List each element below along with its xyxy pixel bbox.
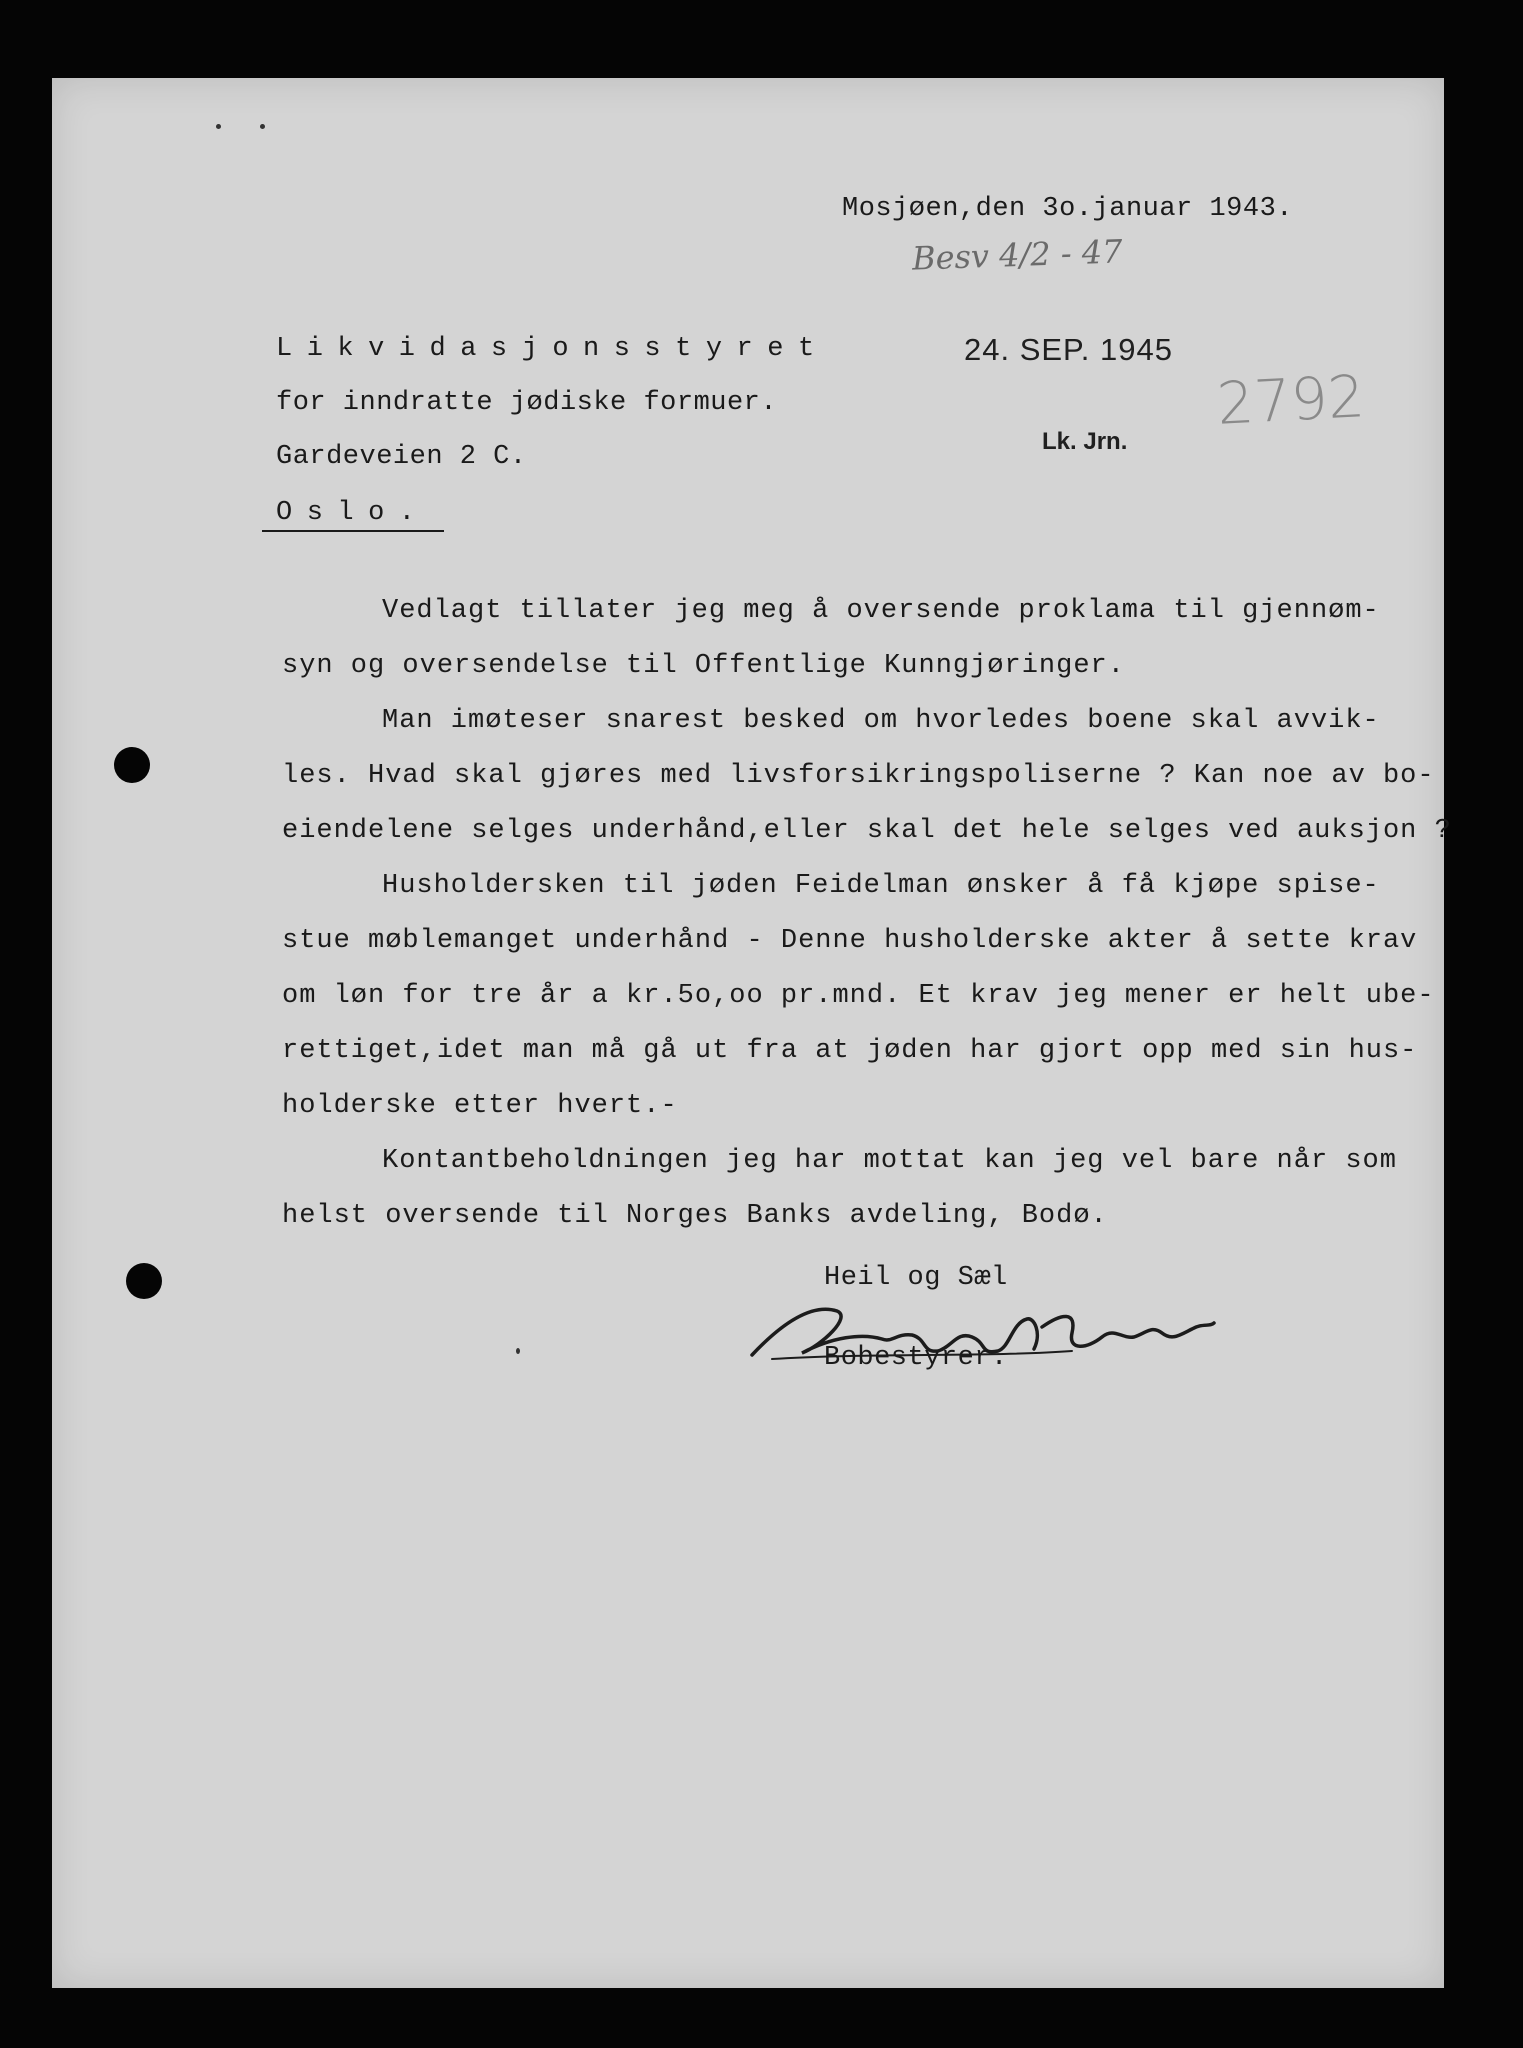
- body-line: om løn for tre år a kr.5o,oo pr.mnd. Et krav jeg mener er helt ube-: [282, 981, 1435, 1011]
- recipient-city: Oslo.: [262, 498, 444, 532]
- body-line: syn og oversendelse til Offentlige Kunngjøringer.: [282, 651, 1125, 681]
- paper-speck: [516, 1348, 520, 1354]
- punch-hole: [126, 1263, 162, 1299]
- closing: Heil og Sæl: [824, 1263, 1008, 1293]
- place-date: Mosjøen,den 3o.januar 1943.: [842, 194, 1293, 224]
- body-line: stue møblemanget underhånd - Denne husholderske akter å sette krav: [282, 926, 1418, 956]
- document-page: [52, 78, 1452, 1988]
- body-line: eiendelene selges underhånd,eller skal det hele selges ved auksjon ?: [282, 816, 1452, 846]
- journal-label-stamp: Lk. Jrn.: [1042, 428, 1128, 455]
- paper-speck: [260, 124, 265, 129]
- recipient-name: Likvidasjonsstyret: [276, 334, 829, 364]
- body-line: les. Hvad skal gjøres med livsforsikringspoliserne ? Kan noe av bo-: [282, 761, 1435, 791]
- body-line: Kontantbeholdningen jeg har mottat kan jeg vel bare når som: [382, 1146, 1397, 1176]
- body-line: holderske etter hvert.-: [282, 1091, 678, 1121]
- body-line: rettiget,idet man må gå ut fra at jøden har gjort opp med sin hus-: [282, 1036, 1418, 1066]
- body-line: Vedlagt tillater jeg meg å oversende proklama til gjennøm-: [382, 596, 1380, 626]
- body-line: Man imøteser snarest besked om hvorledes boene skal avvik-: [382, 706, 1380, 736]
- signer-title: Bobestyrer.: [824, 1343, 1008, 1373]
- body-line: Husholdersken til jøden Feidelman ønsker å få kjøpe spise-: [382, 871, 1380, 901]
- recipient-street: Gardeveien 2 C.: [276, 442, 527, 472]
- body-line: helst oversende til Norges Banks avdeling, Bodø.: [282, 1201, 1108, 1231]
- recipient-line2: for inndratte jødiske formuer.: [276, 388, 778, 418]
- received-date-stamp: 24. SEP. 1945: [964, 332, 1173, 367]
- handwritten-note: Besv 4/2 - 47: [911, 232, 1124, 278]
- punch-hole: [114, 747, 150, 783]
- journal-number: 2792: [1215, 362, 1367, 438]
- paper-speck: [216, 124, 221, 129]
